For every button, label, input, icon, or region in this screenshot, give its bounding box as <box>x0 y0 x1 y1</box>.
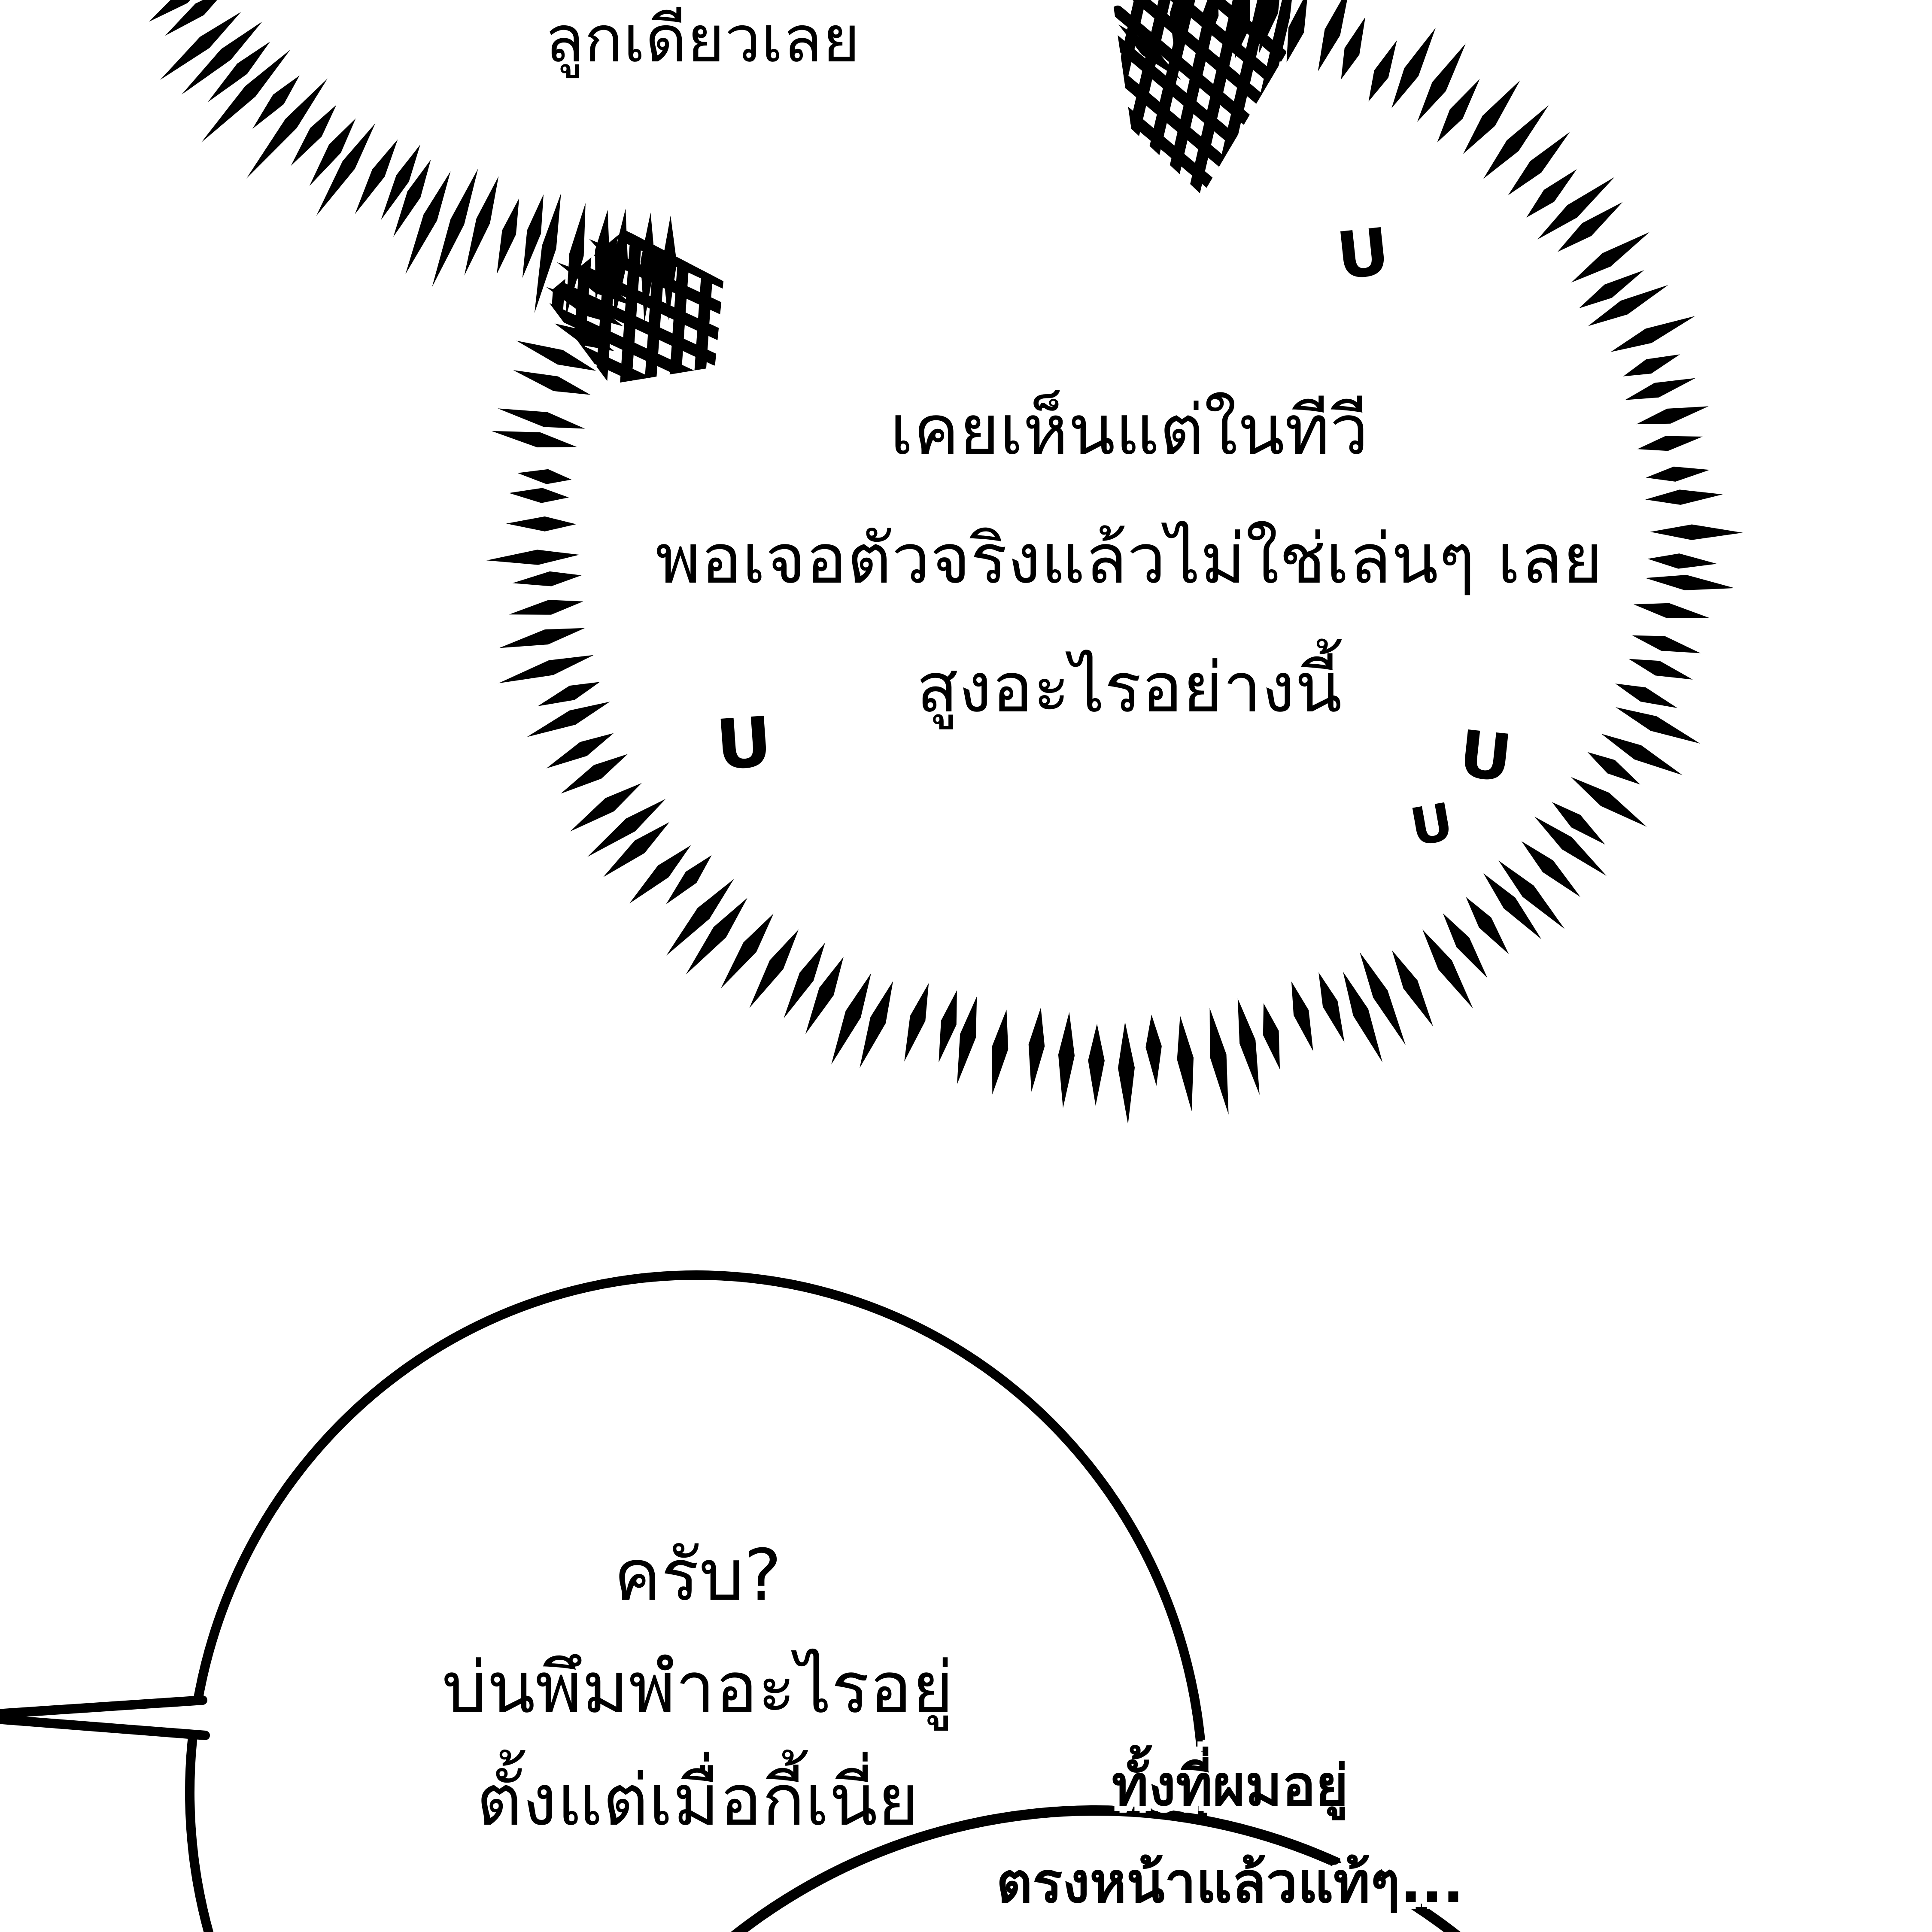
tremble-mark-icon: U <box>1455 717 1516 796</box>
speech-line: ลูกเดียวเลย <box>544 2 860 77</box>
speech-line: พอเจอตัวจริงแล้วไม่ใช่เล่นๆ เลย <box>655 519 1603 599</box>
mutter-line: ทั้งที่ผมอยู่ <box>1112 1753 1349 1818</box>
speech-line: สูงอะไรอย่างนี้ <box>916 647 1342 728</box>
bottom-speech-bubble-text <box>442 1519 954 1856</box>
tremble-mark-icon: U <box>713 701 775 786</box>
tremble-mark-icon: U <box>1406 792 1458 858</box>
tremble-mark-icon: U <box>1333 214 1393 294</box>
speech-line: บ่นพึมพำอะไรอยู่ <box>442 1646 954 1729</box>
speech-line: ตั้งแต่เมื่อกี้เนี่ย <box>476 1759 919 1841</box>
floating-mutter-text <box>996 1737 1464 1931</box>
speech-line: ครับ? <box>614 1534 782 1616</box>
mutter-line: ตรงหน้าแล้วแท้ๆ... <box>996 1850 1464 1915</box>
speech-line: เคยเห็นแต่ในทีวี <box>890 390 1369 470</box>
center-shout-bubble-text <box>656 366 1603 752</box>
top-left-shout-bubble-text <box>545 0 860 82</box>
